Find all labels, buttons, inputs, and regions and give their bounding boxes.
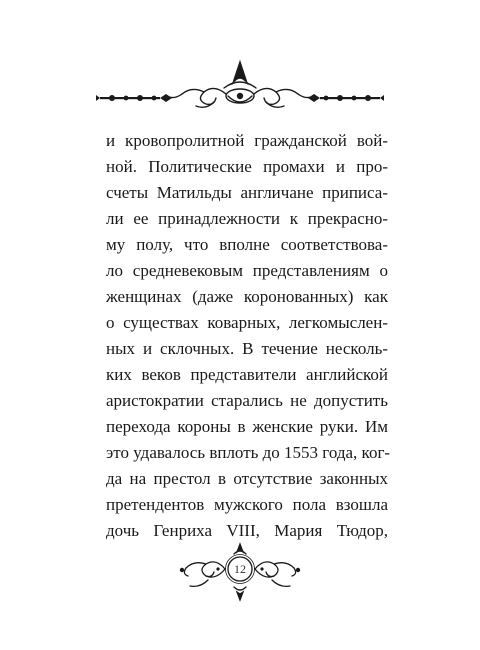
footer-ornament	[178, 542, 302, 602]
text-line: аристократии старались не допустить	[106, 391, 388, 410]
text-line: ной. Политические промахи и про-	[106, 157, 388, 176]
page-number: 12	[234, 562, 246, 576]
text-line: ких веков представители английской	[106, 365, 388, 384]
text-line: му полу, что вполне соответствова-	[106, 235, 388, 254]
header-ornament	[96, 58, 384, 114]
text-line: о существах коварных, легкомыслен-	[106, 313, 388, 332]
text-line: это удавалось вплоть до 1553 года, ког-	[106, 443, 391, 462]
text-line: да на престол в отсутствие законных	[106, 469, 388, 488]
floral-header-ornament-icon	[96, 58, 384, 114]
text-line: счеты Матильды англичане приписа-	[106, 183, 388, 202]
text-line: дочь Генриха VIII, Мария Тюдор,	[106, 521, 388, 540]
text-line: претендентов мужского пола взошла	[106, 495, 388, 514]
text-line: женщинах (даже коронованных) как	[106, 287, 388, 306]
body-text	[106, 128, 391, 544]
text-line: ных и склочных. В течение несколь-	[106, 339, 388, 358]
text-line: ло средневековым представлениям о	[106, 261, 388, 280]
text-line: ли ее принадлежности к прекрасно-	[106, 209, 388, 228]
text-line: и кровопролитной гражданской вой-	[106, 131, 388, 150]
text-line: перехода короны в женские руки. Им	[106, 417, 388, 436]
